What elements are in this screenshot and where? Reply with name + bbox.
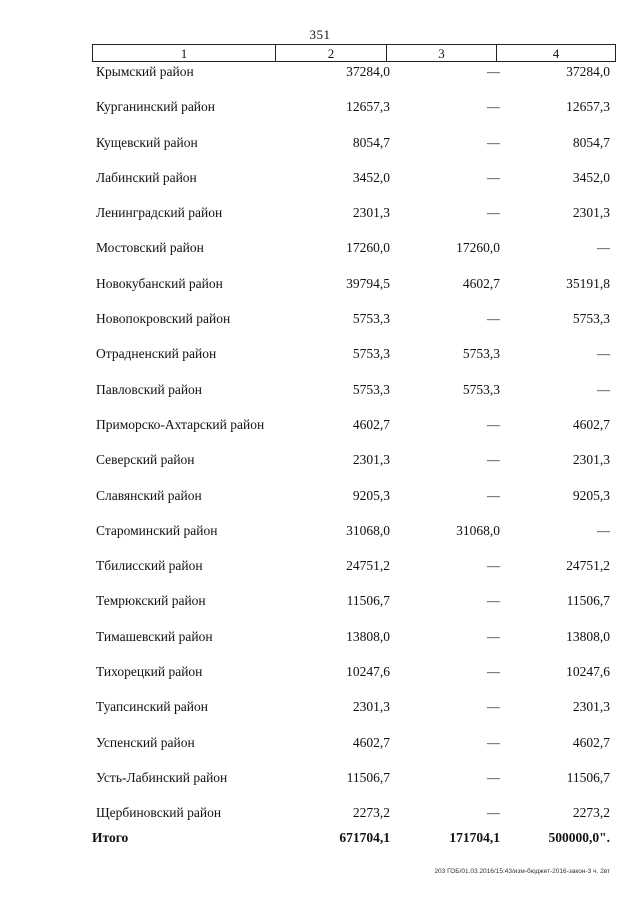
total-label: Итого [92, 830, 129, 845]
table-row [0, 415, 640, 450]
value-col4: 2301,3 [572, 205, 610, 221]
table-row [0, 344, 640, 379]
table-row [0, 591, 640, 626]
value-col2: 9205,3 [352, 487, 390, 503]
table-row [0, 97, 640, 132]
value-col4: 3452,0 [572, 169, 610, 185]
value-col3: — [487, 134, 500, 150]
table-row [0, 450, 640, 485]
document-footer-code: 203 ГОБ/01.03.2016/15:43/изм-бюджет-2016-закон-3 ч. 2вт [434, 868, 610, 875]
value-col3: — [487, 311, 500, 327]
value-col4: 5753,3 [572, 311, 610, 327]
total-row [0, 830, 640, 850]
district-name: Темрюкский район [96, 593, 206, 609]
column-header-row [92, 44, 616, 62]
value-col3: 17260,0 [456, 240, 500, 256]
value-col2: 24751,2 [346, 558, 390, 574]
table-row [0, 238, 640, 273]
value-col2: 2301,3 [352, 699, 390, 715]
table-row [0, 556, 640, 591]
district-name: Крымский район [96, 64, 194, 79]
value-col4: — [597, 522, 610, 538]
value-col4: 2301,3 [572, 452, 610, 468]
value-col2: 12657,3 [346, 99, 390, 115]
total-value-col3: 171704,1 [449, 830, 500, 845]
value-col4: 13808,0 [566, 628, 610, 644]
value-col4: 4602,7 [572, 416, 610, 432]
table-row [0, 168, 640, 203]
value-col2: 31068,0 [346, 522, 390, 538]
page-number: 351 [309, 27, 331, 42]
value-col2: 2301,3 [352, 205, 390, 221]
table-row [0, 486, 640, 521]
value-col3: — [487, 628, 500, 644]
district-name: Ленинградский район [96, 205, 223, 221]
total-value-col4: 500000,0". [548, 830, 610, 845]
value-col3: 5753,3 [462, 381, 500, 397]
value-col3: — [487, 699, 500, 715]
district-name: Славянский район [96, 487, 202, 503]
district-name: Тимашевский район [96, 628, 213, 644]
column-header-4: 4 [552, 46, 560, 61]
table-row [0, 697, 640, 732]
value-col2: 10247,6 [346, 664, 390, 680]
district-name: Староминский район [96, 522, 218, 538]
district-table-body [0, 62, 640, 839]
district-name: Приморско-Ахтарский район [96, 416, 265, 432]
column-header-3: 3 [387, 45, 497, 61]
value-col3: — [487, 487, 500, 503]
value-col4: 9205,3 [572, 487, 610, 503]
district-name: Туапсинский район [96, 699, 208, 715]
value-col3: 31068,0 [456, 522, 500, 538]
value-col2: 4602,7 [352, 734, 390, 750]
district-name: Новопокровский район [96, 311, 231, 327]
value-col4: — [597, 346, 610, 362]
value-col4: 11506,7 [566, 593, 610, 609]
value-col4: 24751,2 [566, 558, 610, 574]
table-row [0, 662, 640, 697]
value-col3: — [487, 64, 500, 79]
value-col2: 8054,7 [352, 134, 390, 150]
column-header-1: 1 [93, 45, 276, 61]
value-col2: 2301,3 [352, 452, 390, 468]
value-col2: 17260,0 [346, 240, 390, 256]
value-col4: 11506,7 [566, 769, 610, 785]
value-col2: 4602,7 [352, 416, 390, 432]
value-col4: — [597, 381, 610, 397]
value-col3: — [487, 205, 500, 221]
value-col3: 5753,3 [462, 346, 500, 362]
table-row [0, 733, 640, 768]
value-col3: — [487, 805, 500, 821]
value-col2: 5753,3 [352, 311, 390, 327]
value-col4: 4602,7 [572, 734, 610, 750]
value-col4: 2273,2 [572, 805, 610, 821]
value-col2: 11506,7 [346, 769, 390, 785]
value-col4: 37284,0 [566, 64, 610, 79]
district-name: Кущевский район [96, 134, 198, 150]
district-name: Успенский район [96, 734, 195, 750]
district-name: Курганинский район [96, 99, 216, 115]
district-name: Тихорецкий район [96, 664, 203, 680]
value-col2: 37284,0 [346, 64, 390, 79]
value-col3: — [487, 558, 500, 574]
value-col3: — [487, 169, 500, 185]
value-col3: — [487, 734, 500, 750]
table-row [0, 380, 640, 415]
value-col4: 35191,8 [566, 275, 610, 291]
value-col2: 3452,0 [352, 169, 390, 185]
district-name: Отрадненский район [96, 346, 217, 362]
district-name: Новокубанский район [96, 275, 223, 291]
column-header-2: 2 [276, 45, 387, 61]
district-name: Усть-Лабинский район [96, 769, 228, 785]
district-name: Северский район [96, 452, 195, 468]
table-row [0, 133, 640, 168]
value-col3: — [487, 593, 500, 609]
table-row [0, 203, 640, 238]
value-col2: 5753,3 [352, 346, 390, 362]
value-col2: 2273,2 [352, 805, 390, 821]
table-row [0, 627, 640, 662]
value-col4: 12657,3 [566, 99, 610, 115]
value-col3: — [487, 99, 500, 115]
value-col2: 5753,3 [352, 381, 390, 397]
total-value-col2: 671704,1 [339, 830, 390, 845]
value-col4: 2301,3 [572, 699, 610, 715]
district-name: Щербиновский район [96, 805, 222, 821]
value-col3: — [487, 452, 500, 468]
district-name: Тбилисский район [96, 558, 203, 574]
table-row [0, 521, 640, 556]
table-row [0, 309, 640, 344]
district-name: Лабинский район [96, 169, 197, 185]
value-col3: — [487, 416, 500, 432]
value-col4: — [597, 240, 610, 256]
value-col2: 39794,5 [346, 275, 390, 291]
table-row [0, 768, 640, 803]
value-col3: — [487, 769, 500, 785]
value-col4: 8054,7 [572, 134, 610, 150]
value-col3: 4602,7 [462, 275, 500, 291]
table-row [0, 62, 640, 97]
value-col3: — [487, 664, 500, 680]
value-col4: 10247,6 [566, 664, 610, 680]
value-col2: 13808,0 [346, 628, 390, 644]
district-name: Павловский район [96, 381, 203, 397]
district-name: Мостовский район [96, 240, 204, 256]
value-col2: 11506,7 [346, 593, 390, 609]
table-row [0, 274, 640, 309]
